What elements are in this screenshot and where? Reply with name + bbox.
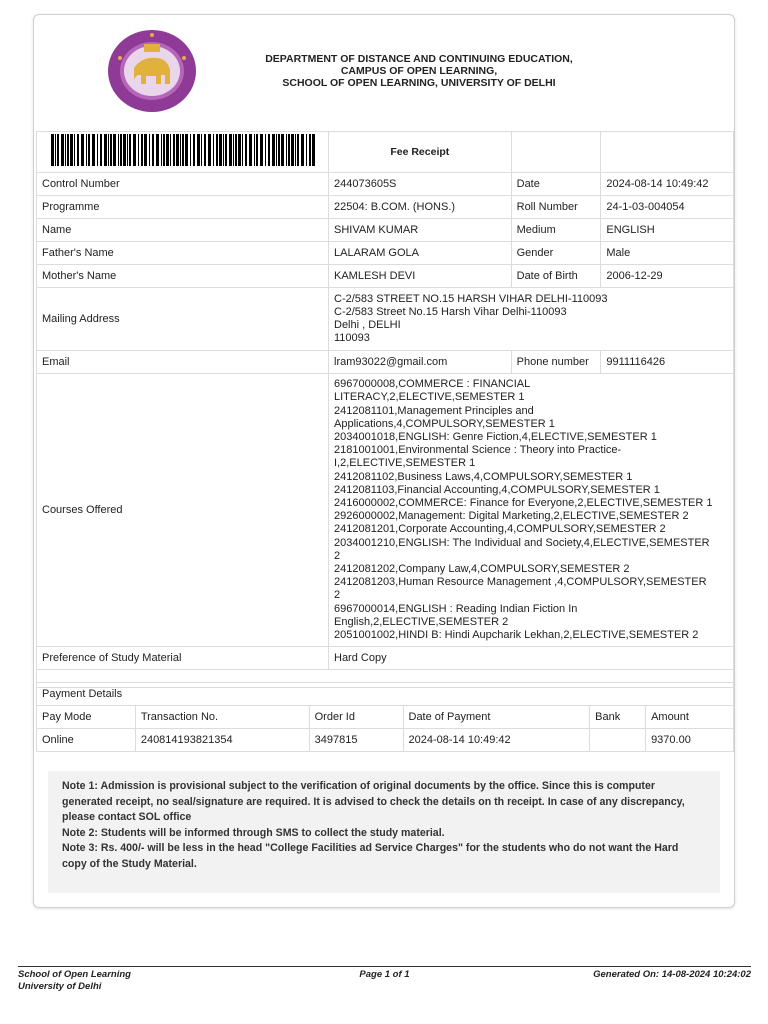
barcode-bar [242, 134, 243, 166]
barcode-bar [118, 134, 119, 166]
roll-number-label: Roll Number [511, 196, 601, 219]
barcode-bar [235, 134, 237, 166]
barcode-bar [51, 134, 54, 166]
pay-mode-value: Online [37, 729, 136, 752]
course-line: I,2,ELECTIVE,SEMESTER 1 [334, 457, 476, 470]
barcode-bar [297, 134, 299, 166]
barcode-bar [201, 134, 202, 166]
barcode-bar [213, 134, 214, 166]
barcode-bar [81, 134, 84, 166]
barcode-bar [190, 134, 191, 166]
email-label: Email [37, 351, 329, 374]
date-value: 2024-08-14 10:49:42 [601, 173, 734, 196]
course-line: 2181001001,Environmental Science : Theory into Practice- [334, 444, 622, 457]
barcode-bar [204, 134, 206, 166]
barcode-bar [309, 134, 311, 166]
name-value: SHIVAM KUMAR [329, 219, 512, 242]
programme-value: 22504: B.COM. (HONS.) [329, 196, 512, 219]
barcode-graphic [37, 132, 328, 168]
barcode-bar [306, 134, 307, 166]
barcode-bar [182, 134, 184, 166]
barcode-bar [256, 134, 258, 166]
course-line: 2 [334, 589, 341, 602]
barcode-bar [129, 134, 131, 166]
barcode-bar [245, 134, 247, 166]
study-material-pref-label: Preference of Study Material [37, 647, 329, 670]
course-line: 2 [334, 549, 341, 562]
barcode-bar [123, 134, 126, 166]
barcode-bar [110, 134, 112, 166]
roll-number-value: 24-1-03-004054 [601, 196, 734, 219]
barcode-bar [295, 134, 296, 166]
name-label: Name [37, 219, 329, 242]
barcode-bar [74, 134, 75, 166]
date-label: Date [511, 173, 601, 196]
bank-header: Bank [590, 706, 646, 729]
barcode-bar [268, 134, 270, 166]
address-line: C-2/583 STREET NO.15 HARSH VIHAR DELHI-110093 [334, 292, 608, 305]
mailing-address-label: Mailing Address [37, 288, 329, 351]
barcode-bar [97, 134, 98, 166]
payment-table [36, 682, 734, 752]
barcode-bar [288, 134, 290, 166]
bank-value [590, 729, 646, 752]
barcode-bar [173, 134, 175, 166]
course-line: English,2,ELECTIVE,SEMESTER 2 [334, 615, 509, 628]
barcode-bar [185, 134, 188, 166]
barcode-bar [156, 134, 159, 166]
barcode-bar [233, 134, 234, 166]
course-line: Applications,4,COMPULSORY,SEMESTER 1 [334, 417, 555, 430]
barcode [37, 132, 329, 173]
dob-value: 2006-12-29 [601, 265, 734, 288]
course-line: 2034001018,ENGLISH: Genre Fiction,4,ELECTIVE,SEMESTER 1 [334, 430, 657, 443]
barcode-bar [61, 134, 64, 166]
medium-value: ENGLISH [601, 219, 734, 242]
date-of-payment-value: 2024-08-14 10:49:42 [403, 729, 590, 752]
notes-box [48, 771, 720, 893]
barcode-bar [161, 134, 162, 166]
date-of-payment-header: Date of Payment [403, 706, 590, 729]
course-line: 2412081102,Business Laws,4,COMPULSORY,SEMESTER 1 [334, 470, 633, 483]
course-line: 6967000014,ENGLISH : Reading Indian Fiction In [334, 602, 578, 615]
barcode-bar [166, 134, 169, 166]
barcode-bar [141, 134, 143, 166]
study-material-pref-value: Hard Copy [329, 647, 734, 670]
note-2: Note 2: Students will be informed through SMS to collect the study material. [62, 826, 445, 839]
barcode-bar [67, 134, 69, 166]
dept-line-1: DEPARTMENT OF DISTANCE AND CONTINUING EDUCATION, [265, 53, 573, 65]
department-heading [194, 53, 644, 89]
course-line: 2926000002,Management: Digital Marketing,2,ELECTIVE,SEMESTER 2 [334, 510, 689, 523]
barcode-bar [219, 134, 222, 166]
address-line: Delhi , DELHI [334, 319, 401, 332]
dept-line-2: CAMPUS OF OPEN LEARNING, [340, 65, 498, 77]
barcode-bar [57, 134, 59, 166]
amount-header: Amount [646, 706, 734, 729]
barcode-bar [216, 134, 218, 166]
barcode-bar [92, 134, 95, 166]
course-line: 2412081101,Management Principles and [334, 404, 534, 417]
barcode-bar [88, 134, 90, 166]
barcode-bar [77, 134, 79, 166]
payment-details-heading: Payment Details [37, 683, 734, 706]
barcode-bar [149, 134, 150, 166]
medium-label: Medium [511, 219, 601, 242]
barcode-bar [70, 134, 73, 166]
university-seal-logo [106, 28, 198, 114]
barcode-bar [281, 134, 284, 166]
barcode-bar [65, 134, 66, 166]
barcode-bar [276, 134, 277, 166]
barcode-bar [193, 134, 195, 166]
dob-label: Date of Birth [511, 265, 601, 288]
course-line: 6967000008,COMMERCE : FINANCIAL [334, 378, 531, 391]
course-line: 2412081203,Human Resource Management ,4,COMPULSORY,SEMESTER [334, 576, 707, 589]
barcode-bar [249, 134, 252, 166]
footer-generated-on: Generated On: 14-08-2024 10:24:02 [593, 969, 751, 980]
courses-offered-value [329, 374, 734, 647]
barcode-bar [301, 134, 304, 166]
mailing-address-value [329, 288, 734, 351]
barcode-bar [144, 134, 147, 166]
barcode-bar [104, 134, 107, 166]
receipt-title: Fee Receipt [329, 132, 512, 173]
father-name-value: LALARAM GOLA [329, 242, 512, 265]
transaction-no-value: 240814193821354 [135, 729, 309, 752]
address-line: 110093 [334, 332, 370, 345]
barcode-bar [108, 134, 109, 166]
courses-offered-label: Courses Offered [37, 374, 329, 647]
barcode-bar [170, 134, 171, 166]
footer-page-number: Page 1 of 1 [359, 969, 410, 980]
receipt-table [36, 131, 734, 688]
barcode-bar [286, 134, 287, 166]
barcode-bar [225, 134, 227, 166]
order-id-header: Order Id [309, 706, 403, 729]
gender-value: Male [601, 242, 734, 265]
dept-line-3: SCHOOL OF OPEN LEARNING, UNIVERSITY OF DELHI [282, 77, 556, 89]
course-line: 2416000002,COMMERCE: Finance for Everyone,2,ELECTIVE,SEMESTER 1 [334, 497, 713, 509]
course-line: 2412081201,Corporate Accounting,4,COMPULSORY,SEMESTER 2 [334, 523, 666, 536]
footer-institution: School of Open Learning [18, 969, 131, 980]
barcode-bar [278, 134, 280, 166]
mother-name-value: KAMLESH DEVI [329, 265, 512, 288]
barcode-bar [120, 134, 122, 166]
barcode-bar [197, 134, 200, 166]
order-id-value: 3497815 [309, 729, 403, 752]
father-name-label: Father's Name [37, 242, 329, 265]
barcode-bar [86, 134, 87, 166]
barcode-bar [291, 134, 294, 166]
page-footer [18, 966, 751, 992]
receipt-card [33, 14, 735, 908]
barcode-bar [100, 134, 102, 166]
course-line: 2051001002,HINDI B: Hindi Aupcharik Lekhan,2,ELECTIVE,SEMESTER 2 [334, 629, 699, 642]
footer-university: University of Delhi [18, 981, 102, 992]
amount-value: 9370.00 [646, 729, 734, 752]
barcode-bar [163, 134, 165, 166]
phone-value: 9911116426 [601, 351, 734, 374]
pay-mode-header: Pay Mode [37, 706, 136, 729]
course-line: LITERACY,2,ELECTIVE,SEMESTER 1 [334, 391, 525, 404]
barcode-bar [127, 134, 128, 166]
barcode-bar [229, 134, 232, 166]
barcode-bar [138, 134, 139, 166]
transaction-no-header: Transaction No. [135, 706, 309, 729]
barcode-bar [180, 134, 181, 166]
note-3: Note 3: Rs. 400/- will be less in the head "College Facilities ad Service Charges" for the students who do not want the Hard copy of the Study Material. [62, 842, 679, 870]
control-number-value: 244073605S [329, 173, 512, 196]
course-line: 2412081103,Financial Accounting,4,COMPULSORY,SEMESTER 1 [334, 483, 660, 496]
barcode-bar [272, 134, 275, 166]
note-1: Note 1: Admission is provisional subject to the verification of original documents by the office. Since this is computer generated receipt, no seal/signature are required. It is advised to check the details on th receipt. In case of any discrepancy, please contact SOL office [62, 780, 685, 824]
barcode-bar [113, 134, 116, 166]
programme-label: Programme [37, 196, 329, 219]
course-line: 2034001210,ENGLISH: The Individual and Society,4,ELECTIVE,SEMESTER [334, 536, 710, 549]
gender-label: Gender [511, 242, 601, 265]
barcode-bar [55, 134, 56, 166]
barcode-bar [176, 134, 179, 166]
email-value: lram93022@gmail.com [329, 351, 512, 374]
barcode-bar [265, 134, 266, 166]
barcode-bar [208, 134, 211, 166]
control-number-label: Control Number [37, 173, 329, 196]
address-line: C-2/583 Street No.15 Harsh Vihar Delhi-110093 [334, 306, 567, 318]
barcode-bar [312, 134, 315, 166]
barcode-bar [254, 134, 255, 166]
barcode-bar [260, 134, 263, 166]
barcode-bar [238, 134, 241, 166]
barcode-bar [223, 134, 224, 166]
course-line: 2412081202,Company Law,4,COMPULSORY,SEMESTER 2 [334, 563, 630, 576]
phone-label: Phone number [511, 351, 601, 374]
mother-name-label: Mother's Name [37, 265, 329, 288]
barcode-bar [152, 134, 154, 166]
receipt-header [34, 15, 734, 131]
barcode-bar [133, 134, 136, 166]
